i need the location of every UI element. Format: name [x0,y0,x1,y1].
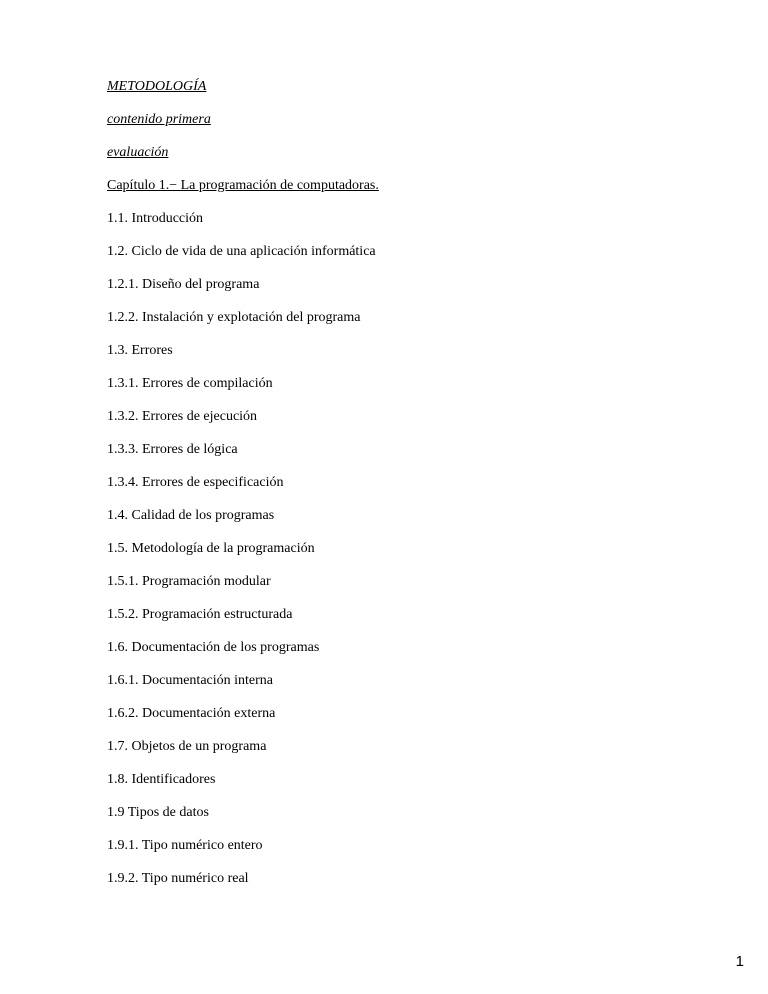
toc-item-1-9: 1.9 Tipos de datos [107,805,209,820]
toc-item-1-5-2: 1.5.2. Programación estructurada [107,607,293,622]
toc-item-1-6-1: 1.6.1. Documentación interna [107,673,274,688]
toc-item-1-2-1: 1.2.1. Diseño del programa [107,277,260,292]
toc-item-1-2-2: 1.2.2. Instalación y explotación del programa [107,310,361,325]
toc-item-1-3-3: 1.3.3. Errores de lógica [107,442,238,457]
toc-item-1-5: 1.5. Metodología de la programación [107,541,315,556]
toc-item-1-2: 1.2. Ciclo de vida de una aplicación informática [107,244,376,259]
chapter-title: Capítulo 1.− La programación de computadoras. [107,178,379,193]
toc-item-1-3-4: 1.3.4. Errores de especificación [107,475,284,490]
document-title: METODOLOGÍA [107,79,207,94]
toc-item-1-9-2: 1.9.2. Tipo numérico real [107,871,249,886]
toc-item-1-3: 1.3. Errores [107,343,173,358]
toc-item-1-6-2: 1.6.2. Documentación externa [107,706,276,721]
document-body [107,79,707,904]
toc-item-1-3-1: 1.3.1. Errores de compilación [107,376,273,391]
toc-item-1-4: 1.4. Calidad de los programas [107,508,275,523]
page-number: 1 [735,953,744,970]
document-subtitle-line-2: evaluación [107,145,169,160]
document-subtitle-line-1: contenido primera [107,112,211,127]
toc-item-1-1: 1.1. Introducción [107,211,204,226]
toc-item-1-8: 1.8. Identificadores [107,772,216,787]
toc-item-1-7: 1.7. Objetos de un programa [107,739,267,754]
toc-item-1-9-1: 1.9.1. Tipo numérico entero [107,838,263,853]
toc-item-1-6: 1.6. Documentación de los programas [107,640,320,655]
toc-item-1-3-2: 1.3.2. Errores de ejecución [107,409,258,424]
toc-item-1-5-1: 1.5.1. Programación modular [107,574,271,589]
